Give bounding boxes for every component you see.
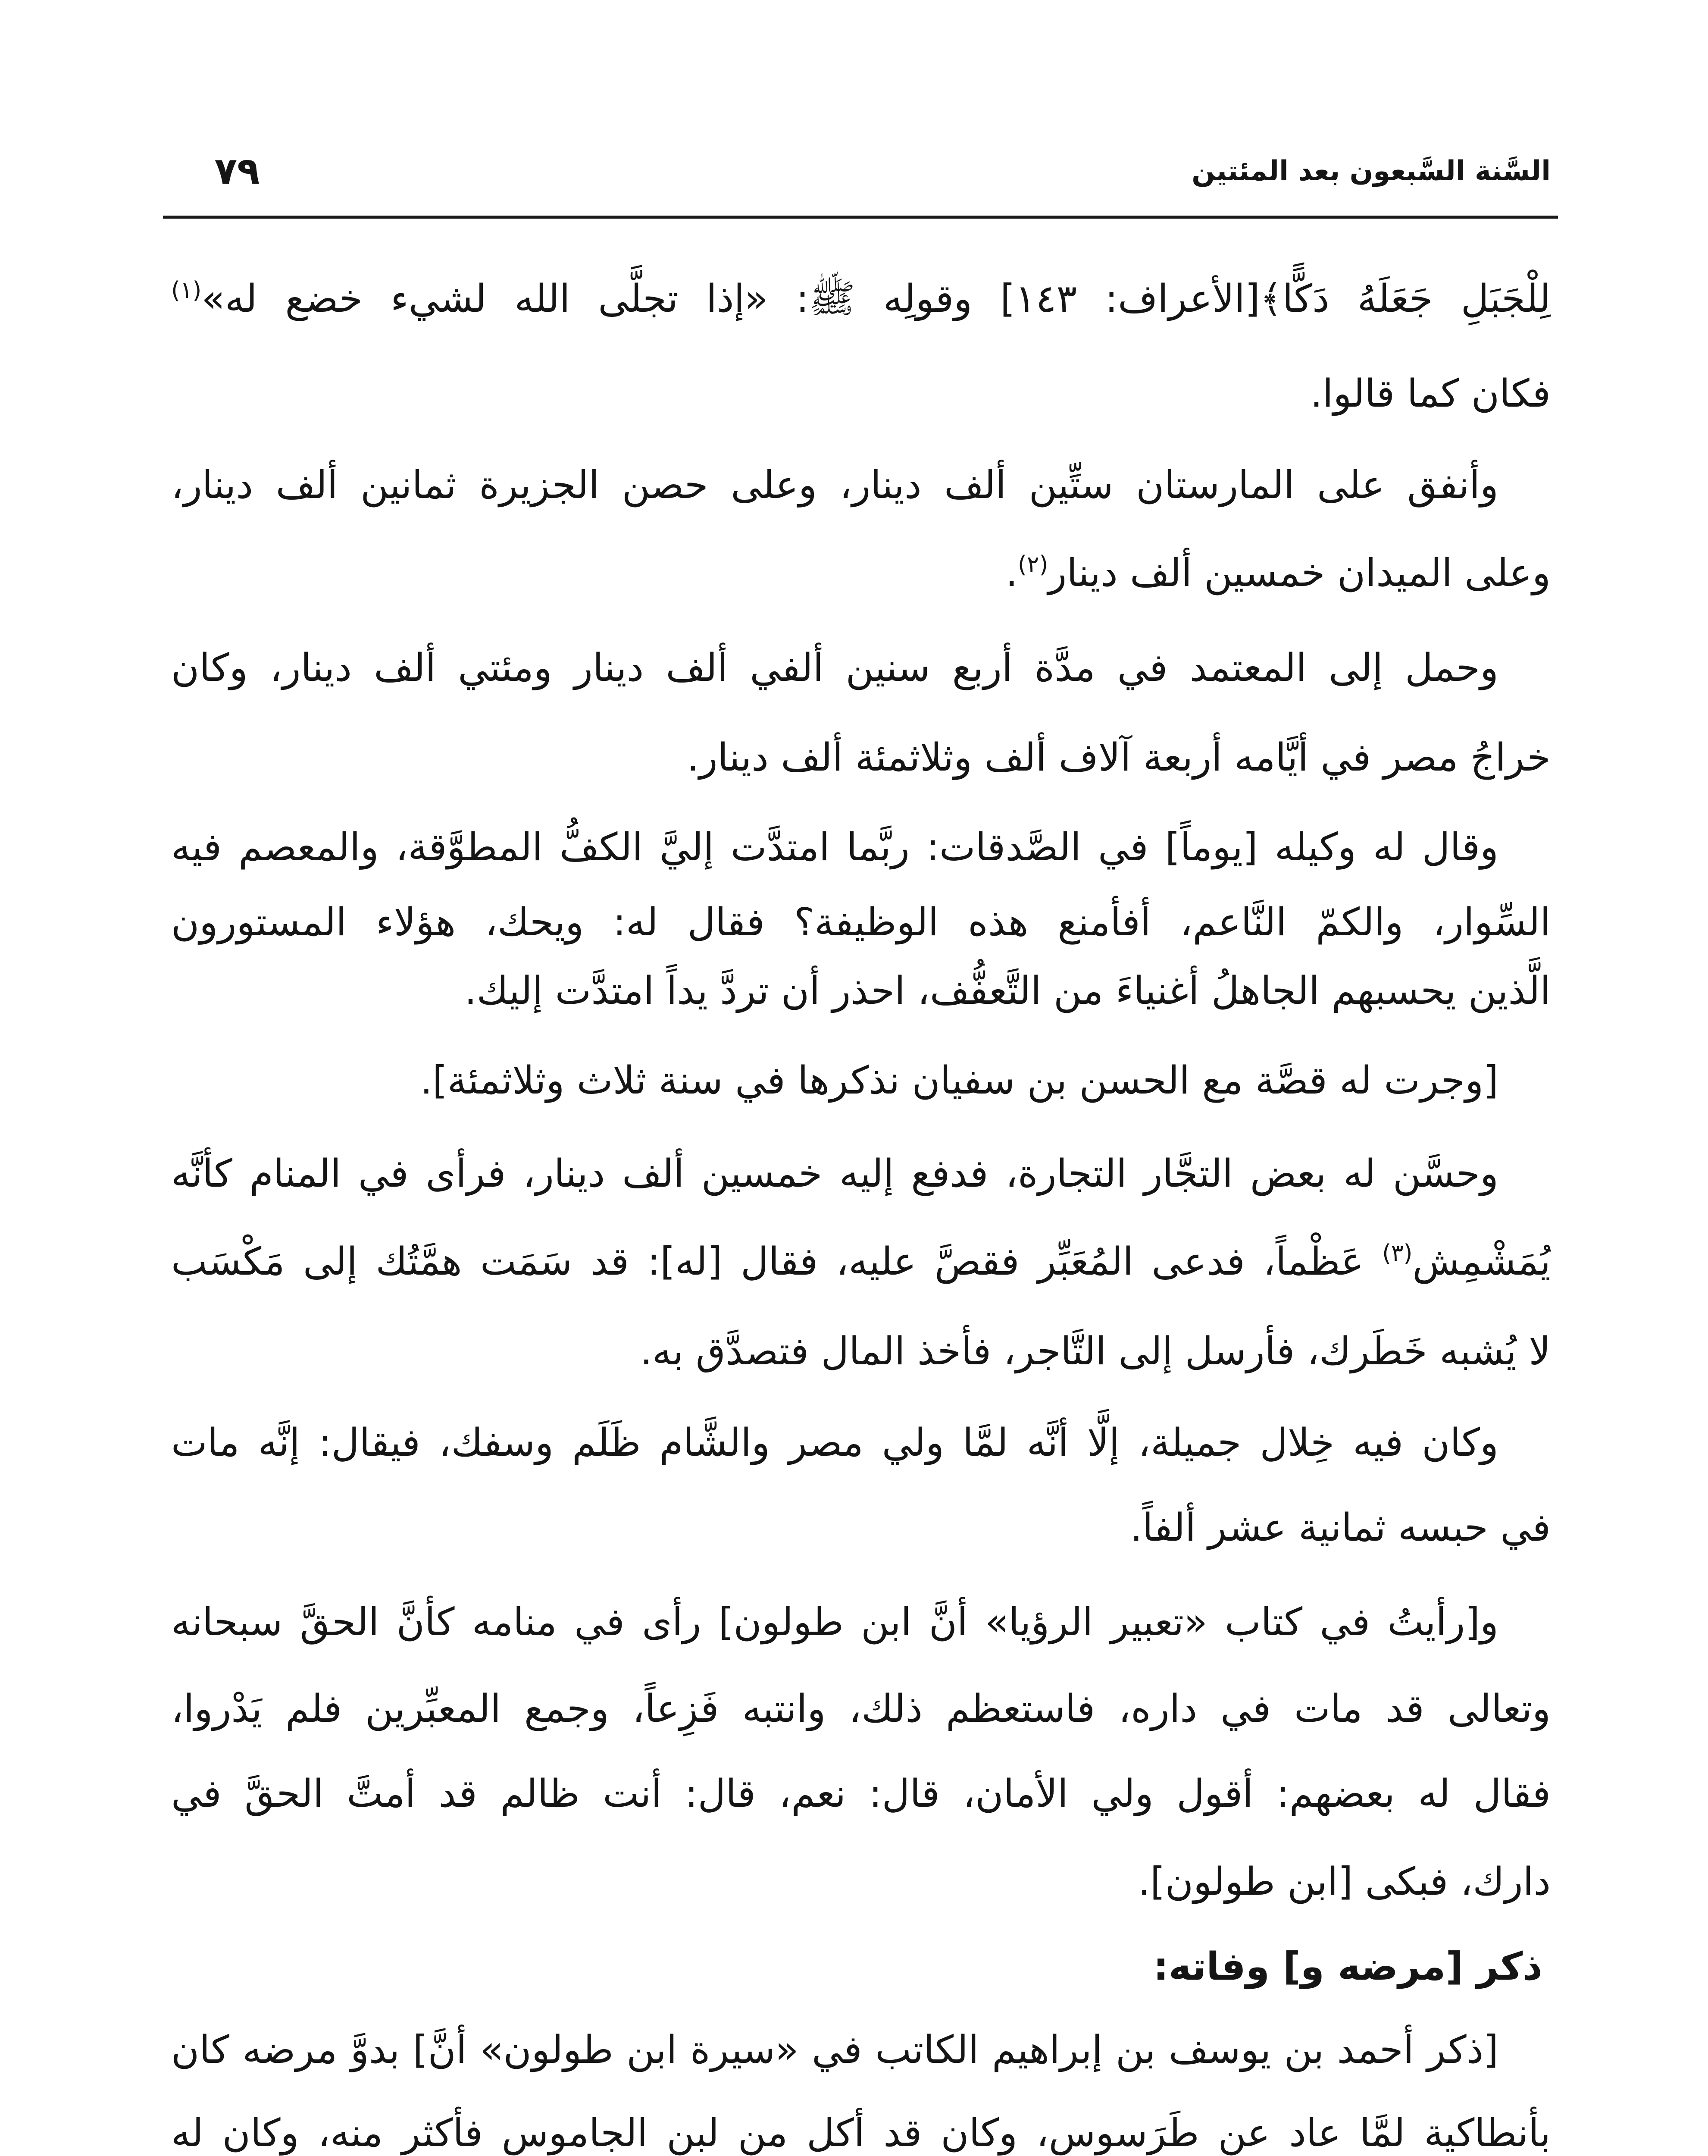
text-line: فقال له بعضهم: أقول ولي الأمان، قال: نعم، قال: أنت ظالم قد أمتَّ الحقَّ في — [171, 1771, 1551, 1816]
line-text: وعلى الميدان خمسين ألف دينار — [1048, 550, 1551, 595]
text-line: خراجُ مصر في أيَّامه أربعة آلاف ألف وثلاثمئة ألف دينار. — [687, 735, 1551, 780]
text-line: السِّوار، والكمّ النَّاعم، أفأمنع هذه الوظيفة؟ فقال له: ويحك، هؤلاء المستورون — [171, 899, 1551, 944]
line-text: عَظْماً، فدعى المُعَبِّر فقصَّ عليه، فقال [له]: قد سَمَت همَّتُك إلى مَكْسَب — [171, 1239, 1383, 1284]
text-line — [171, 532, 1551, 614]
text-line: [ذكر أحمد بن يوسف بن إبراهيم الكاتب في «سيرة ابن طولون» أنَّ] بدوَّ مرضه كان — [171, 2027, 1498, 2072]
text-line: وتعالى قد مات في داره، فاستعظم ذلك، وانتبه فَزِعاً، وجمع المعبِّرين فلم يَدْروا، — [171, 1686, 1551, 1731]
text-line: في حبسه ثمانية عشر ألفاً. — [1130, 1505, 1551, 1550]
text-line: وكان فيه خِلال جميلة، إلَّا أنَّه لمَّا ولي مصر والشَّام ظَلَم وسفك، فيقال: إنَّه مات — [171, 1420, 1498, 1465]
footnote-ref: (٣) — [1382, 1239, 1413, 1266]
footnote-ref: (١) — [171, 276, 202, 304]
line-text: يُمَشْمِش — [1412, 1239, 1551, 1284]
line-text: . — [1005, 550, 1018, 595]
text-line: [وجرت له قصَّة مع الحسن بن سفيان نذكرها في سنة ثلاث وثلاثمئة]. — [420, 1058, 1498, 1103]
text-line: وحمل إلى المعتمد في مدَّة أربع سنين ألفي ألف دينار ومئتي ألف دينار، وكان — [171, 645, 1498, 690]
page-number: ٧٩ — [214, 150, 260, 193]
text-line — [171, 257, 1551, 339]
text-line: بأنطاكية لمَّا عاد عن طَرَسوس، وكان قد أكل من لبن الجاموس فأكثر منه، وكان له — [171, 2110, 1551, 2155]
text-line: لا يُشبه خَطَرك، فأرسل إلى التَّاجر، فأخذ المال فتصدَّق به. — [640, 1329, 1551, 1373]
text-line — [171, 1220, 1551, 1302]
running-title: السَّنة السَّبعون بعد المئتين — [1192, 155, 1551, 187]
text-line: و[رأيتُ في كتاب «تعبير الرؤيا» أنَّ ابن طولون] رأى في منامه كأنَّ الحقَّ سبحانه — [171, 1599, 1498, 1644]
section-heading: ذكر [مرضه و] وفاته: — [1153, 1944, 1542, 1989]
text-line: دارك، فبكى [ابن طولون]. — [1138, 1859, 1551, 1904]
text-line: وقال له وكيله [يوماً] في الصَّدقات: ربَّما امتدَّت إليَّ الكفُّ المطوَّقة، والمعصم فيه — [171, 824, 1498, 869]
text-line: الَّذين يحسبهم الجاهلُ أغنياءَ من التَّعفُّف، احذر أن تردَّ يداً امتدَّت إليك. — [464, 968, 1551, 1013]
text-line: وأنفق على المارستان ستِّين ألف دينار، وعلى حصن الجزيرة ثمانين ألف دينار، — [171, 462, 1498, 507]
header-rule — [163, 216, 1558, 219]
footnote-ref: (٢) — [1017, 550, 1048, 578]
line-text: لِلْجَبَلِ جَعَلَهُ دَكًّا﴾[الأعراف: ١٤٣] وقولِه ﷺ: «إذا تجلَّى الله لشيء خضع له» — [201, 276, 1551, 321]
text-line: وحسَّن له بعض التجَّار التجارة، فدفع إليه خمسين ألف دينار، فرأى في المنام كأنَّه — [171, 1151, 1498, 1196]
text-line: فكان كما قالوا. — [1310, 371, 1551, 416]
